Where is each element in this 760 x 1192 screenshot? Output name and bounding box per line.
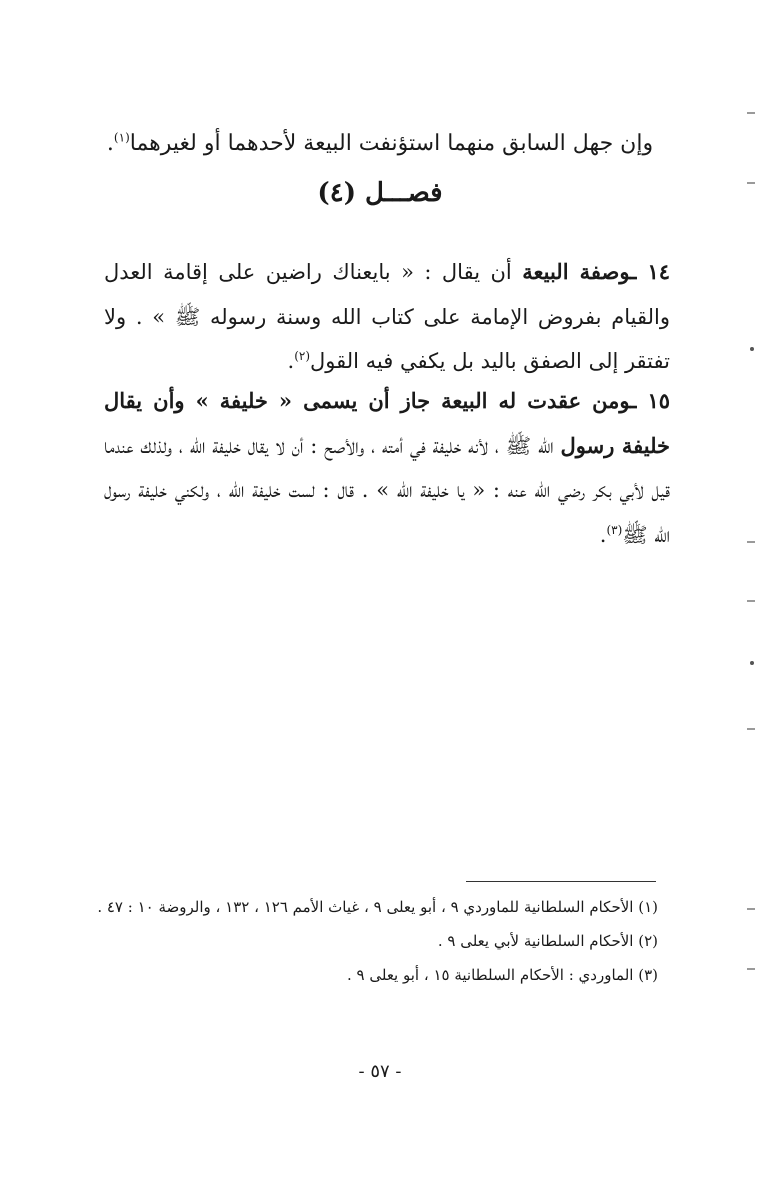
intro-end: . [106,131,114,156]
paragraph-lead: ومن عقدت له البيعة جاز أن يسمى « خليفة » وأن يقال خليفة رسول [104,388,670,458]
paragraph-number: ١٤ ـ [630,259,670,284]
page-number: - ٥٧ - [358,1061,402,1082]
footnotes [96,890,658,992]
footnote-ref-3: (٣) [606,522,623,537]
paragraph-end: . [287,349,295,373]
margin-dot [750,661,754,665]
margin-mark [747,541,755,543]
paragraph-14 [104,250,670,384]
intro-line [100,122,660,166]
margin-mark [747,908,755,910]
margin-mark [747,112,755,114]
paragraph-15 [104,379,670,557]
paragraph-number: ١٥ ـ [630,388,670,413]
paragraph-body: الله ﷺ ، لأنه خليفة في أمته ، والأصح : أن لا يقال خليفة الله ، ولذلك عندما قيل لأبي بكر رضي الله عنه : « يا خليفة الله » . قال : لست خليفة الله ، ولكني خليفة رسول الله ﷺ [104,433,670,547]
intro-text: وإن جهل السابق منهما استؤنفت البيعة لأحدهما أو لغيرهما [129,131,654,156]
paragraph-end: . [599,522,607,547]
paragraph-lead: وصفة البيعة [522,259,631,284]
margin-mark [747,182,755,184]
footnote-1: (١) الأحكام السلطانية للماوردي ٩ ، أبو يعلى ٩ ، غياث الأمم ١٢٦ ، ١٣٢ ، والروضة ١٠ : ٤٧ . [97,898,658,916]
footnote-ref-1: (١) [113,130,130,145]
margin-mark [747,600,755,602]
margin-mark [747,728,755,730]
paragraph-body: أن يقال : « بايعناك راضين على إقامة العدل والقيام بفروض الإمامة على كتاب الله وسنة رسوله ﷺ » . ولا تفتقر إلى الصفق باليد بل يكفي فيه القول [104,260,670,373]
footnote-2: (٢) الأحكام السلطانية لأبي يعلى ٩ . [437,932,658,950]
footnote-separator [466,881,656,882]
footnote-ref-2: (٢) [294,349,311,363]
margin-dot [750,347,754,351]
section-title: فصـــل (٤) [317,178,443,208]
footnote-3: (٣) الماوردي : الأحكام السلطانية ١٥ ، أبو يعلى ٩ . [346,966,658,984]
margin-mark [747,968,755,970]
